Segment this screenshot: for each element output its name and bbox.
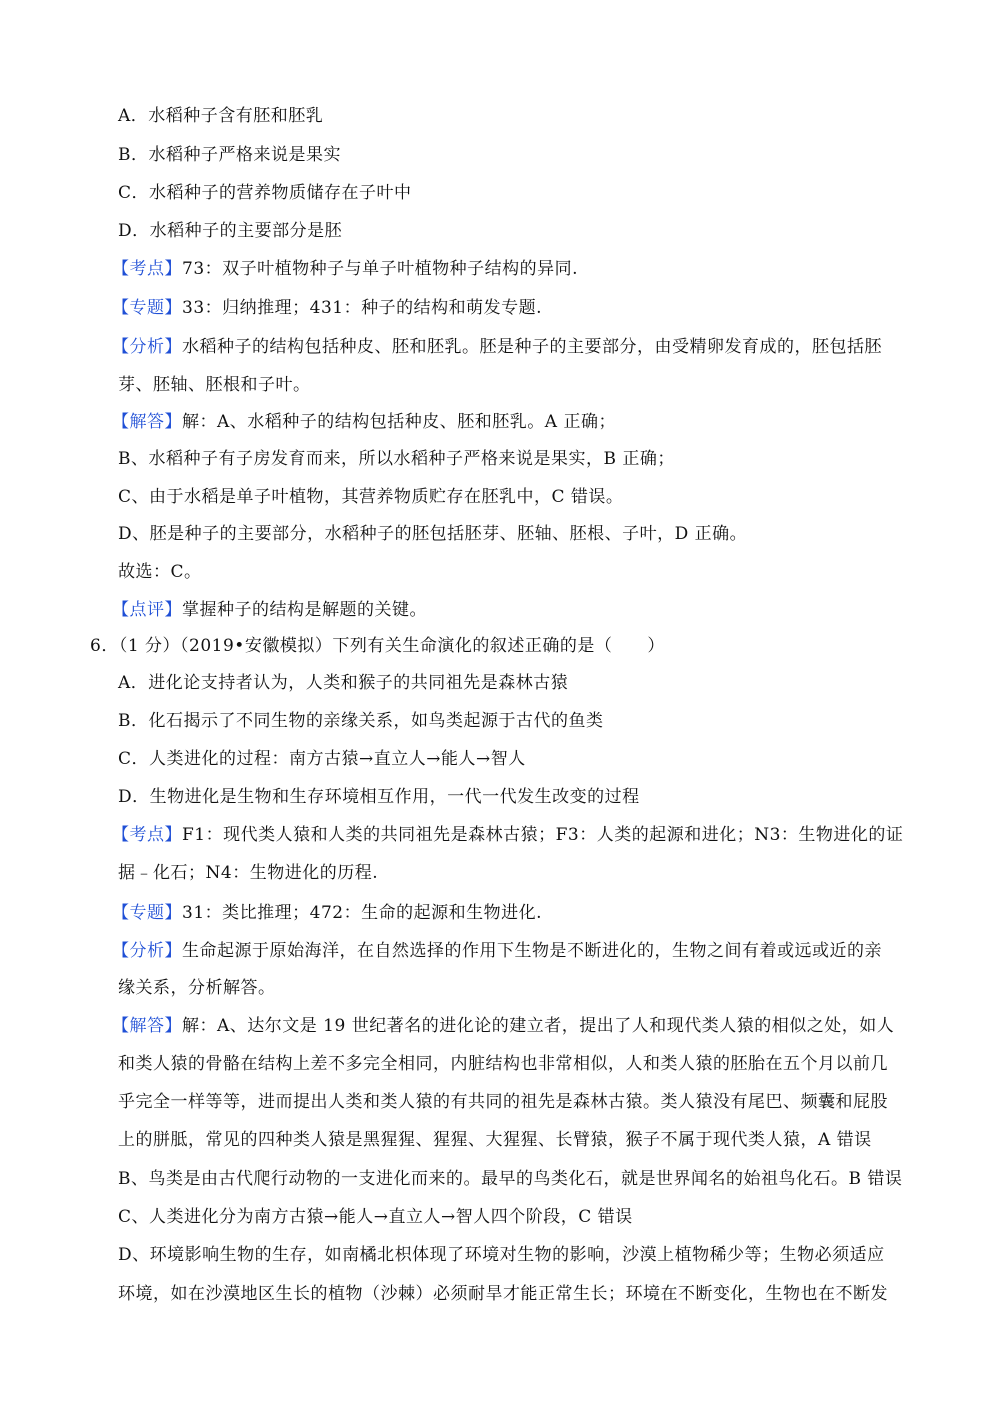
q6-jieda-line-2: 乎完全一样等等，进而提出人类和类人猿的有共同的祖先是森林古猿。类人猿没有尾巴、频囊和屁股 — [118, 1092, 888, 1112]
q6-option-b: B．化石揭示了不同生物的亲缘关系，如鸟类起源于古代的鱼类 — [118, 711, 604, 731]
q5-jieda-line-d: D、胚是种子的主要部分，水稻种子的胚包括胚芽、胚轴、胚根、子叶，D 正确。 — [118, 524, 748, 544]
q5-jieda-tag: 【解答】 — [112, 412, 182, 432]
q6-stem: 6．（1 分）（2019•安徽模拟）下列有关生命演化的叙述正确的是（ ） — [90, 636, 665, 656]
q5-fenxi-tag: 【分析】 — [112, 337, 182, 357]
q5-jieda-line-b: B、水稻种子有子房发育而来，所以水稻种子严格来说是果实，B 正确； — [118, 449, 675, 469]
q6-kaodian — [112, 823, 903, 847]
q6-kaodian-text: F1：现代类人猿和人类的共同祖先是森林古猿；F3：人类的起源和进化；N3：生物进化的证 — [182, 825, 904, 845]
q5-answer: 故选：C。 — [118, 562, 202, 582]
q5-fenxi-text: 水稻种子的结构包括种皮、胚和胚乳。胚是种子的主要部分，由受精卵发育成的，胚包括胚 — [182, 337, 882, 357]
q6-option-d: D．生物进化是生物和生存环境相互作用，一代一代发生改变的过程 — [118, 787, 640, 807]
q6-option-c: C．人类进化的过程：南方古猿→直立人→能人→智人 — [118, 749, 526, 769]
q6-zhuanti — [112, 901, 542, 925]
q5-kaodian — [112, 257, 578, 281]
q5-dianping-tag: 【点评】 — [112, 600, 182, 620]
q6-jieda-text: 解：A、达尔文是 19 世纪著名的进化论的建立者，提出了人和现代类人猿的相似之处，如人 — [182, 1016, 895, 1036]
q6-kaodian-cont: 据﹣化石；N4：生物进化的历程. — [118, 863, 379, 883]
q5-zhuanti-tag: 【专题】 — [112, 298, 182, 318]
q5-zhuanti — [112, 296, 542, 320]
q5-dianping-text: 掌握种子的结构是解题的关键。 — [182, 600, 427, 620]
q5-option-a: A．水稻种子含有胚和胚乳 — [118, 106, 324, 126]
q6-kaodian-tag: 【考点】 — [112, 825, 182, 845]
q5-kaodian-tag: 【考点】 — [112, 259, 182, 279]
q6-jieda-line-7: 环境，如在沙漠地区生长的植物（沙棘）必须耐旱才能正常生长；环境在不断变化，生物也在不断发 — [118, 1284, 888, 1304]
q5-option-b: B．水稻种子严格来说是果实 — [118, 145, 341, 165]
q5-jieda — [112, 410, 616, 434]
q6-fenxi-cont: 缘关系，分析解答。 — [118, 978, 276, 998]
q6-jieda-tag: 【解答】 — [112, 1016, 182, 1036]
q6-jieda-line-1: 和类人猿的骨骼在结构上差不多完全相同，内脏结构也非常相似，人和类人猿的胚胎在五个月以前几 — [118, 1054, 888, 1074]
q6-fenxi — [112, 939, 882, 963]
q5-kaodian-text: 73：双子叶植物种子与单子叶植物种子结构的异同. — [182, 259, 579, 279]
q5-jieda-text: 解：A、水稻种子的结构包括种皮、胚和胚乳。A 正确； — [182, 412, 616, 432]
q6-jieda-line-d: D、环境影响生物的生存，如南橘北枳体现了环境对生物的影响，沙漠上植物稀少等；生物必须适应 — [118, 1245, 885, 1265]
q6-fenxi-tag: 【分析】 — [112, 941, 182, 961]
q6-jieda — [112, 1014, 894, 1038]
q6-zhuanti-text: 31：类比推理；472：生命的起源和生物进化. — [182, 903, 542, 923]
q6-zhuanti-tag: 【专题】 — [112, 903, 182, 923]
q5-jieda-line-c: C、由于水稻是单子叶植物，其营养物质贮存在胚乳中，C 错误。 — [118, 487, 624, 507]
q6-jieda-line-b: B、鸟类是由古代爬行动物的一支进化而来的。最早的鸟类化石，就是世界闻名的始祖鸟化石。B 错误 — [118, 1169, 903, 1189]
q6-fenxi-text: 生命起源于原始海洋，在自然选择的作用下生物是不断进化的，生物之间有着或远或近的亲 — [182, 941, 882, 961]
q6-jieda-line-c: C、人类进化分为南方古猿→能人→直立人→智人四个阶段，C 错误 — [118, 1207, 633, 1227]
q5-option-d: D．水稻种子的主要部分是胚 — [118, 221, 343, 241]
q5-dianping — [112, 598, 427, 622]
q5-fenxi-cont: 芽、胚轴、胚根和子叶。 — [118, 375, 311, 395]
q5-fenxi — [112, 335, 882, 359]
q5-zhuanti-text: 33：归纳推理；431：种子的结构和萌发专题. — [182, 298, 542, 318]
q6-jieda-line-3: 上的胼胝，常见的四种类人猿是黑猩猩、猩猩、大猩猩、长臂猿，猴子不属于现代类人猿，A 错误 — [118, 1130, 872, 1150]
q5-option-c: C．水稻种子的营养物质储存在子叶中 — [118, 183, 412, 203]
q6-option-a: A．进化论支持者认为，人类和猴子的共同祖先是森林古猿 — [118, 673, 569, 693]
